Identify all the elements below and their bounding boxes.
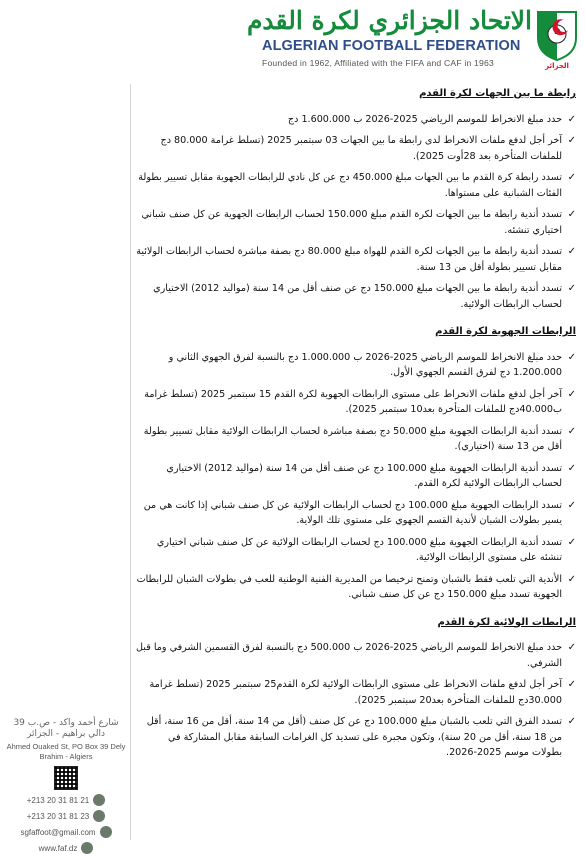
- list-item: ✓ آخر أجل لدفع ملفات الانخراط على مستوى الرابطات الجهوية لكرة القدم 15 سبتمبر 2025 (تسلط غرامة ب40.000دج للملفات المتأخرة بعد10 سبتمبر 2025).: [144, 388, 576, 415]
- sidebar-divider: [130, 84, 131, 840]
- address-arabic: شارع أحمد واكد - ص.ب 39 دالي براهيم - الجزائر: [13, 718, 119, 739]
- section-title: رابطة ما بين الجهات لكرة القدم: [419, 88, 576, 99]
- letterhead: [0, 0, 585, 78]
- section-wilaya-leagues: [136, 615, 576, 761]
- section-title: الرابطات الجهوية لكرة القدم: [435, 326, 576, 337]
- checkmark-icon: ✓: [567, 573, 576, 585]
- list-item: ✓ آخر أجل لدفع ملفات الانخراط على مستوى الرابطات الولائية لكرة القدم25 سبتمبر 2025 (تسلط غرامة 30.000دج للملفات المتأخرة بعد20 سبتمبر 2025).: [149, 679, 576, 706]
- list-item: ✓ تسدد أندية رابطة ما بين الجهات لكرة القدم للهواة مبلغ 80.000 دج بصفة مباشرة لحساب الرابطات الولائية مقابل تسيير بطولة أقل من 13 سنة.: [136, 246, 576, 273]
- list-item: ✓ آخر أجل لدفع ملفات الانخراط لدى رابطة ما بين الجهات 03 سبتمبر 2025 (تسلط غرامة 80.000 دج للملفات المتأخرة بعد 28أوت 2025).: [160, 135, 576, 162]
- list-item: ✓ تسدد أندية رابطة ما بين الجهات مبلغ 150.000 دج عن صنف أقل من 14 سنة (مواليد 2012) الاختياري لحساب الرابطات الولائية.: [153, 283, 576, 310]
- list-item: ✓ تسدد أندية الرابطات الجهوية مبلغ 50.000 دج بصفة مباشرة لحساب الرابطات الولائية مقابل تسيير بطولة أقل من 13 سنة (اختياري).: [143, 425, 576, 452]
- main-content: [136, 86, 576, 786]
- qr-code-icon: [54, 766, 78, 790]
- list-item: ✓ تسدد الفرق التي تلعب بالشبان مبلغ 100.000 دج عن كل صنف (أقل من 14 سنة، أقل من 16 سنة، أقل من 18 سنة، أقل من 20 سنة)، وتكون مجبرة على تسديد كل الغرامات السابقة مقابل المشاركة في بطولات موسم 2025-2026.: [146, 716, 576, 758]
- checkmark-icon: ✓: [567, 499, 576, 511]
- checkmark-icon: ✓: [567, 462, 576, 474]
- phone-icon: [93, 794, 105, 806]
- globe-icon: [81, 842, 93, 854]
- mail-icon: [100, 826, 112, 838]
- section-interregional-league: [136, 86, 576, 312]
- checkmark-icon: ✓: [567, 642, 576, 653]
- phone-1: +213 20 31 81 21: [6, 794, 126, 806]
- federation-title-english: ALGERIAN FOOTBALL FEDERATION: [262, 38, 521, 54]
- checkmark-icon: ✓: [567, 536, 576, 548]
- checkmark-icon: ✓: [567, 209, 576, 220]
- list-item: ✓ تسدد أندية الرابطات الجهوية مبلغ 100.000 دج لحساب الرابطات الولائية عن كل صنف شباني اختياري تنشئه على مستوى الرابطات الولائية.: [156, 536, 576, 563]
- email: sgfaffoot@gmail.com: [6, 826, 126, 838]
- section-regional-leagues: [136, 324, 576, 603]
- phone-2: +213 20 31 81 23: [6, 810, 126, 822]
- checkmark-icon: ✓: [567, 716, 576, 727]
- list-item: ✓ الأندية التي تلعب فقط بالشبان وتمنح ترخيصا من المديرية الفنية الوطنية للعب في بطولات الشبان للرابطات الجهوية تسدد مبلغ 150.000 دج عن كل صنف شباني.: [136, 573, 576, 600]
- address-english: Ahmed Ouaked St, PO Box 39 Dely Brahim - Algiers: [6, 742, 126, 761]
- list-item: ✓ تسدد الرابطات الجهوية مبلغ 100.000 دج لحساب الرابطات الولائية عن كل صنف شباني إذا كانت هي من يسير بطولات الشبان لأندية القسم الجهوي على مستوى تلك الولاية.: [143, 499, 576, 526]
- list-item: ✓ حدد مبلغ الانخراط للموسم الرياضي 2025-2026 ب 500.000 دج بالنسبة لفرق القسمين الشرفي وما قبل الشرفي.: [136, 642, 576, 669]
- website: www.faf.dz: [6, 842, 126, 854]
- section-title: الرابطات الولائية لكرة القدم: [437, 616, 576, 628]
- list-item: ✓ حدد مبلغ الانخراط للموسم الرياضي 2025-2026 ب 1.600.000 دج: [136, 112, 576, 128]
- checkmark-icon: ✓: [567, 679, 576, 690]
- list-item: ✓ تسدد أندية رابطة ما بين الجهات لكرة القدم مبلغ 150.000 لحساب الرابطات الجهوية عن كل صنف شباني اختياري تنشئه.: [141, 209, 576, 236]
- checkmark-icon: ✓: [567, 351, 576, 363]
- contact-sidebar: [6, 718, 126, 853]
- list-item: ✓ تسدد رابطة كرة القدم ما بين الجهات مبلغ 450.000 دج عن كل نادي للرابطات الجهوية مقابل تسيير بطولة الفئات الشبانية على مستواها.: [138, 172, 576, 199]
- list-item: ✓ تسدد أندية الرابطات الجهوية مبلغ 100.000 دج عن صنف أقل من 14 سنة (مواليد 2012) الاختياري لحساب الرابطات الولائية لكرة القدم.: [166, 462, 576, 489]
- checkmark-icon: ✓: [567, 135, 576, 146]
- fax-icon: [93, 810, 105, 822]
- checkmark-icon: ✓: [567, 388, 576, 400]
- checkmark-icon: ✓: [567, 172, 576, 183]
- federation-subtitle: Founded in 1962, Affiliated with the FIFA and CAF in 1963: [262, 58, 494, 68]
- faf-logo-icon: [534, 8, 580, 72]
- checkmark-icon: ✓: [567, 246, 576, 257]
- checkmark-icon: ✓: [567, 425, 576, 437]
- checkmark-icon: ✓: [567, 113, 576, 125]
- federation-title-arabic: الاتحاد الجزائري لكرة القدم: [246, 6, 532, 35]
- checkmark-icon: ✓: [567, 283, 576, 294]
- logo-caption: الجزائر: [545, 62, 569, 70]
- list-item: ✓ حدد مبلغ الانخراط للموسم الرياضي 2025-2026 ب 1.000.000 دج بالنسبة لفرق الجهوي الثاني و 1.200.000 دج لفرق القسم الجهوي الأول.: [168, 351, 576, 378]
